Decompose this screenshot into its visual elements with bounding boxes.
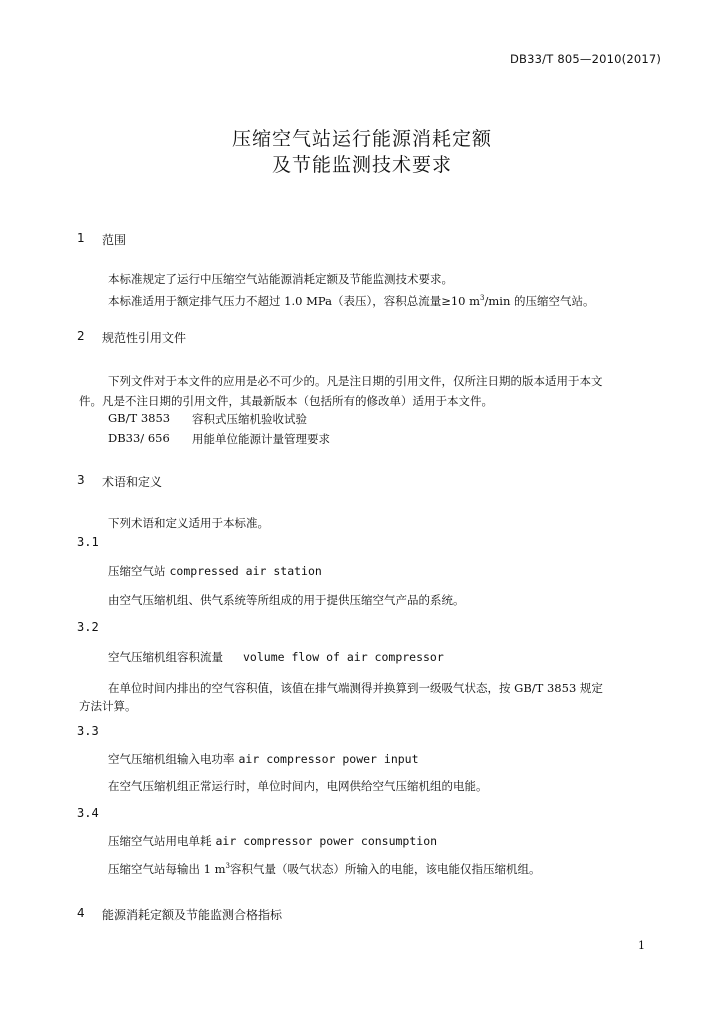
section-3-title: 术语和定义 <box>102 475 163 489</box>
section-2-title: 规范性引用文件 <box>102 331 187 345</box>
section-1-paragraph-2: 本标准适用于额定排气压力不超过 1.0 MPa（表压），容积总流量≥10 $m^3/\min$ 的压缩空气站。 <box>108 294 595 308</box>
document-title-line2: 及节能监测技术要求 <box>271 154 452 176</box>
section-2-number: 2 <box>77 329 85 343</box>
section-1-paragraph-1: 本标准规定了运行中压缩空气站能源消耗定额及节能监测技术要求。 <box>108 272 453 286</box>
term-definition-line2: 方法计算。 <box>79 699 137 713</box>
document-title-line1: 压缩空气站运行能源消耗定额 <box>231 128 492 150</box>
term-number: 3.3 <box>77 724 99 738</box>
term-definition: 压缩空气站每输出 1 $m^3$容积气量（吸气状态）所输入的电能，该电能仅指压缩机组。 <box>108 862 541 876</box>
section-4-title: 能源消耗定额及节能监测合格指标 <box>102 908 283 922</box>
section-4-number: 4 <box>77 906 85 920</box>
reference-title: 容积式压缩机验收试验 <box>192 412 307 426</box>
section-3-intro: 下列术语和定义适用于本标准。 <box>108 516 269 530</box>
term-definition: 在空气压缩机组正常运行时，单位时间内，电网供给空气压缩机组的电能。 <box>108 779 488 793</box>
section-2-paragraph-line2: 件。凡是不注日期的引用文件，其最新版本（包括所有的修改单）适用于本文件。 <box>79 394 493 408</box>
term-title: 空气压缩机组容积流量 volume flow of air compressor <box>108 650 444 664</box>
term-number: 3.4 <box>77 806 99 820</box>
term-title: 压缩空气站 compressed air station <box>108 564 322 578</box>
page-number: 1 <box>638 939 645 952</box>
reference-code: GB/T 3853 <box>108 411 171 425</box>
section-2-paragraph-line1: 下列文件对于本文件的应用是必不可少的。凡是注日期的引用文件，仅所注日期的版本适用于本文 <box>108 374 603 388</box>
term-definition-line1: 在单位时间内排出的空气容积值，该值在排气端测得并换算到一级吸气状态，按 GB/T 3853 规定 <box>108 681 603 695</box>
reference-title: 用能单位能源计量管理要求 <box>192 432 330 446</box>
term-title: 压缩空气站用电单耗 air compressor power consumption <box>108 834 438 848</box>
term-number: 3.1 <box>77 535 99 549</box>
term-title: 空气压缩机组输入电功率 air compressor power input <box>108 752 419 766</box>
section-3-number: 3 <box>77 473 85 487</box>
section-1-title: 范围 <box>102 233 127 247</box>
section-1-number: 1 <box>77 231 85 245</box>
standard-id: DB33/T 805—2010(2017) <box>510 52 662 66</box>
reference-code: DB33/ 656 <box>108 431 170 445</box>
term-number: 3.2 <box>77 620 99 634</box>
term-definition: 由空气压缩机组、供气系统等所组成的用于提供压缩空气产品的系统。 <box>108 593 465 607</box>
